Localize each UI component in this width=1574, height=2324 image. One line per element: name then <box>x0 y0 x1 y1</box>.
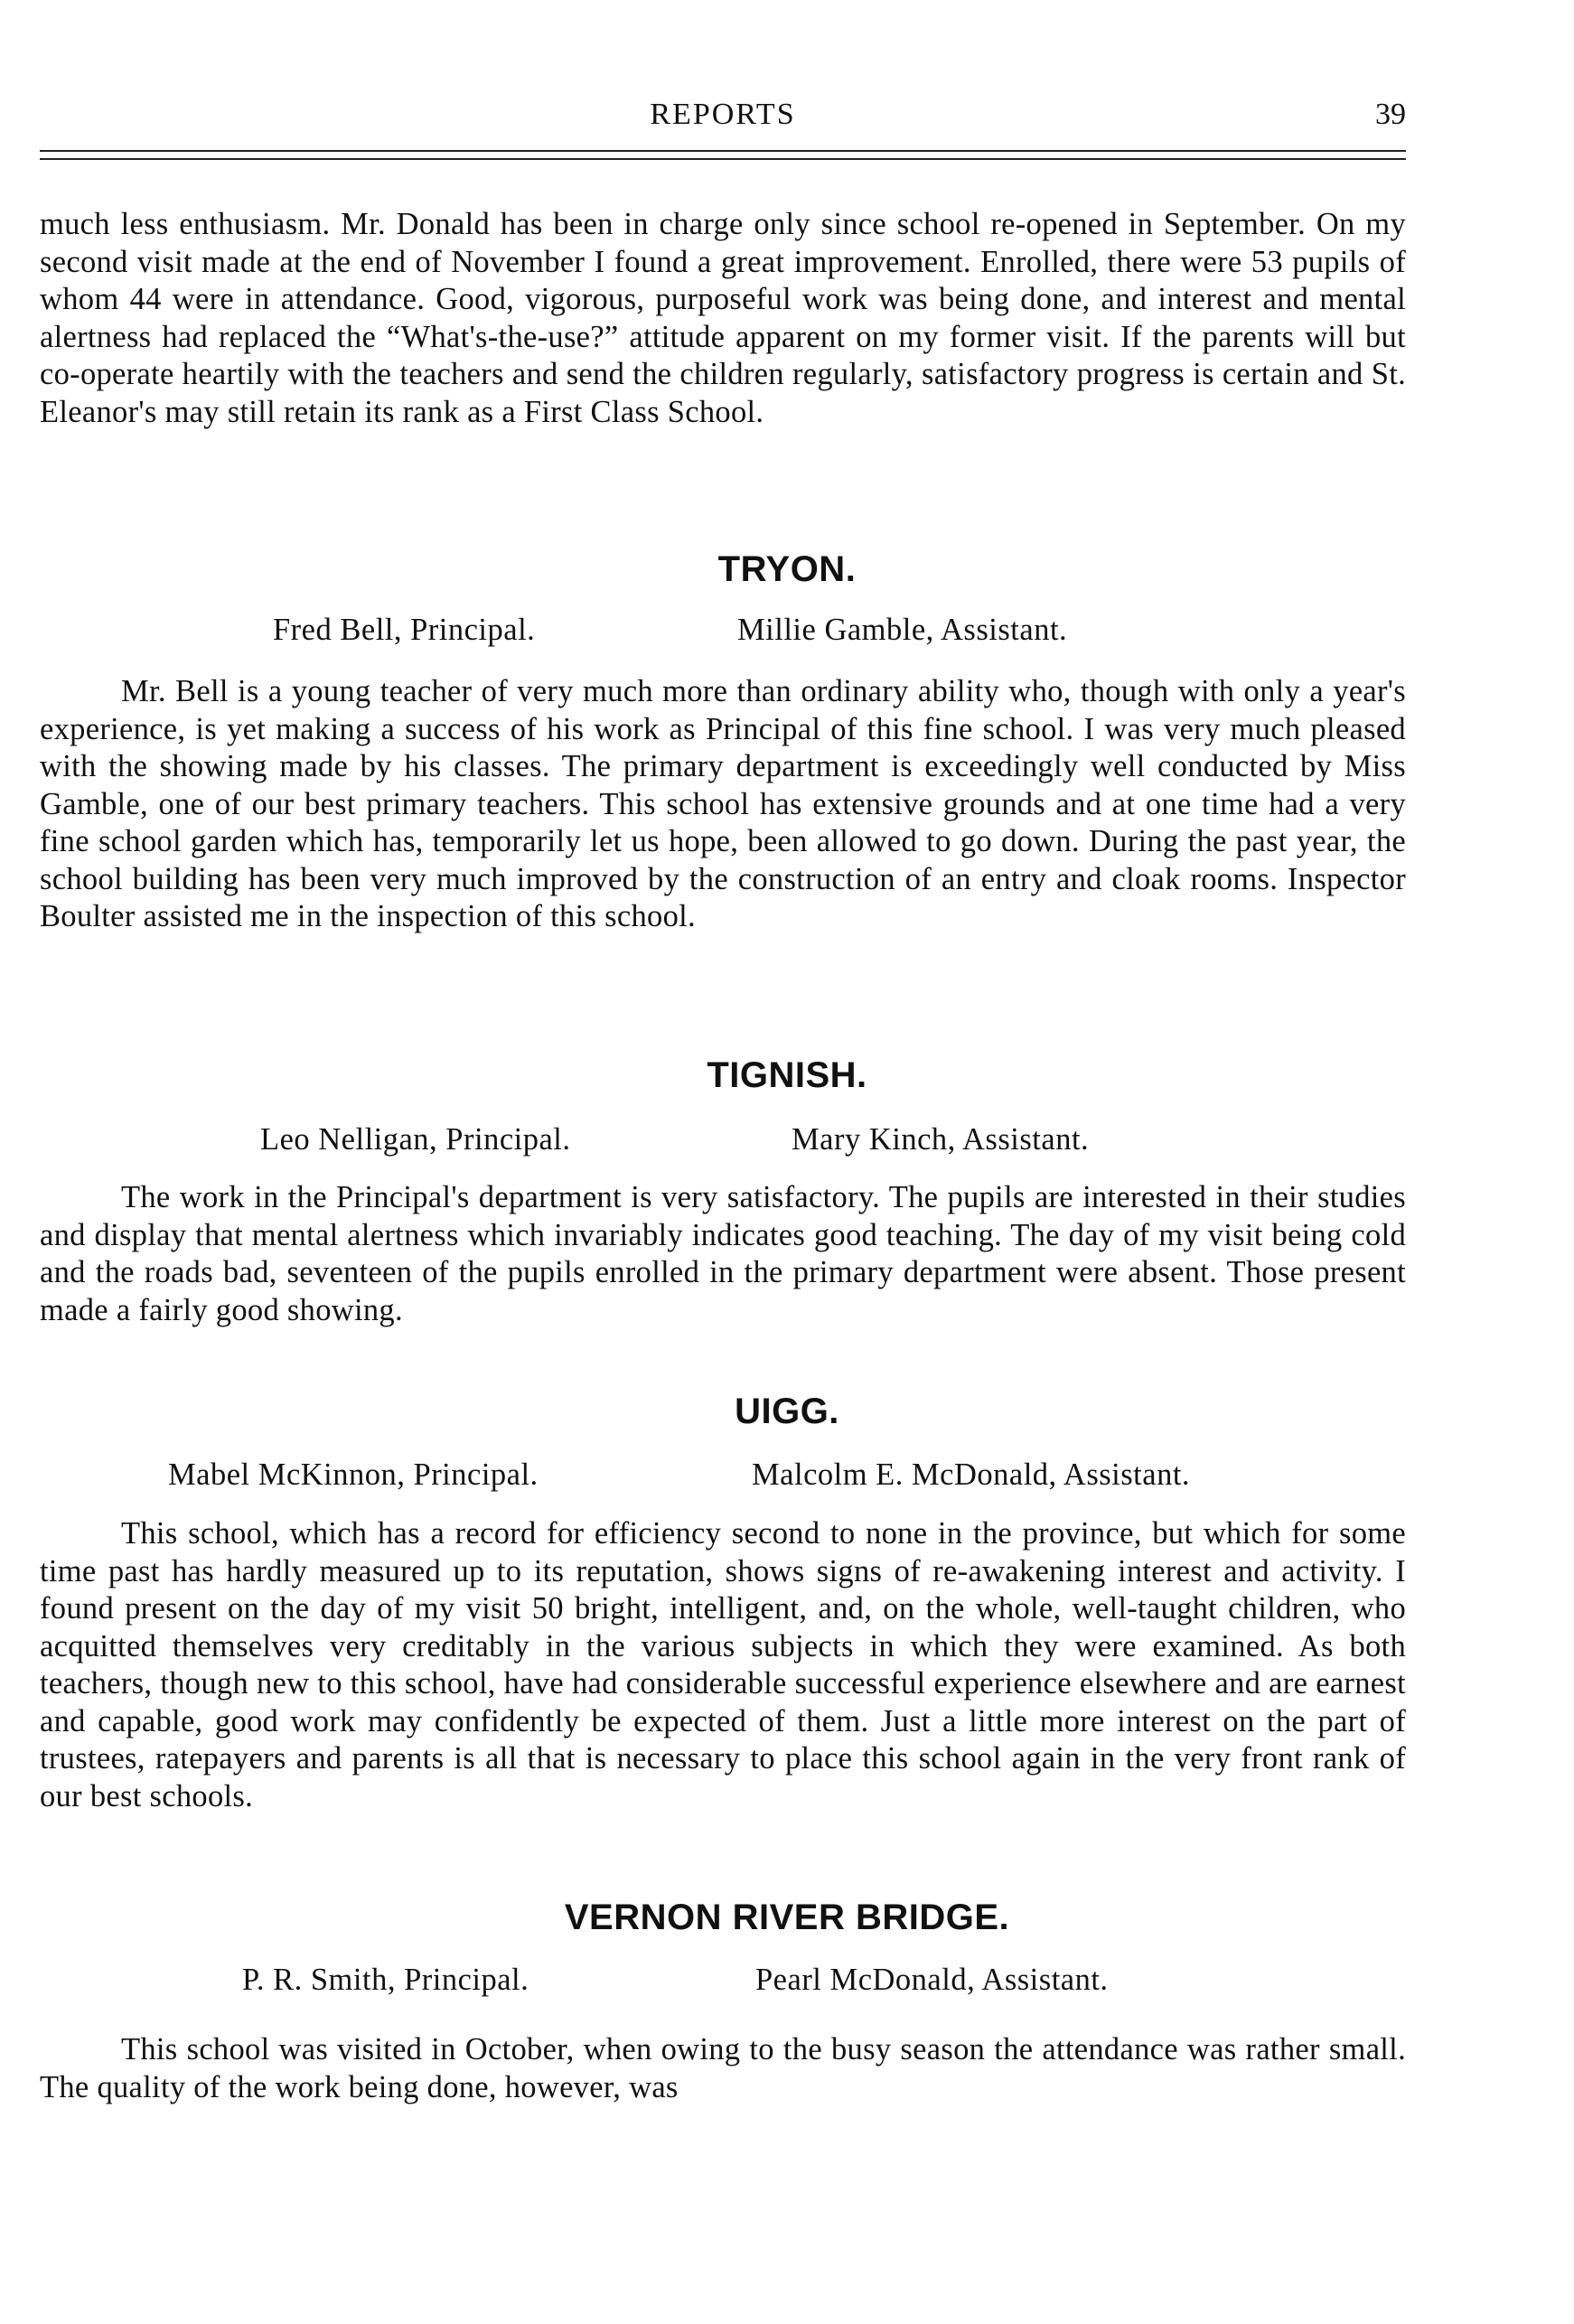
tryon-block <box>40 673 1406 936</box>
uigg-assistant: Malcolm E. McDonald, Assistant. <box>752 1457 1191 1492</box>
vernon-principal: P. R. Smith, Principal. <box>242 1963 529 1997</box>
header-rule-top <box>40 150 1406 152</box>
tryon-principal: Fred Bell, Principal. <box>273 613 536 647</box>
section-heading-tignish: TIGNISH. <box>707 1055 867 1095</box>
tryon-paragraph: Mr. Bell is a young teacher of very much more than ordinary ability who, though with only a year's experience, is yet making a success of his work as Principal of this fine school. I was very much pleased with the showing made by his classes. The primary department is exceedingly well conducted by Miss Gamble, one of our best primary teachers. This school has extensive grounds and at one time had a very fine school garden which has, temporarily let us hope, been allowed to go down. During the past year, the school building has been very much improved by the construction of an entry and cloak rooms. Inspector Boulter assisted me in the inspection of this school. <box>40 674 1406 933</box>
running-header <box>40 94 1406 139</box>
vernon-block <box>40 2031 1406 2106</box>
intro-block <box>40 206 1406 431</box>
section-heading-uigg: UIGG. <box>735 1392 839 1431</box>
tignish-principal: Leo Nelligan, Principal. <box>260 1122 571 1157</box>
uigg-principal: Mabel McKinnon, Principal. <box>168 1457 539 1492</box>
uigg-block <box>40 1515 1406 1815</box>
tignish-assistant: Mary Kinch, Assistant. <box>792 1122 1090 1157</box>
header-rule-bottom <box>40 158 1406 160</box>
section-heading-vernon-river-bridge: VERNON RIVER BRIDGE. <box>564 1898 1010 1937</box>
vernon-assistant: Pearl McDonald, Assistant. <box>755 1963 1109 1997</box>
running-title: REPORTS <box>650 98 796 131</box>
vernon-paragraph: This school was visited in October, when owing to the busy season the attendance was rather small. The quality of the work being done, however, was <box>40 2032 1406 2104</box>
tignish-block <box>40 1179 1406 1329</box>
tignish-paragraph: The work in the Principal's department is very satisfactory. The pupils are interested in their studies and display that mental alertness which invariably indicates good teaching. The day of my visit being cold and the roads bad, seventeen of the pupils enrolled in the primary department were absent. Those present made a fairly good showing. <box>40 1180 1406 1327</box>
intro-paragraph: much less enthusiasm. Mr. Donald has been in charge only since school re-opened in September. On my second visit made at the end of November I found a great improvement. Enrolled, there were 53 pupils of whom 44 were in attendance. Good, vigorous, purposeful work was being done, and interest and mental alertness had replaced the “What's-the-use?” attitude apparent on my former visit. If the parents will but co-operate heartily with the teachers and send the children regularly, satisfactory progress is certain and St. Eleanor's may still retain its rank as a First Class School. <box>40 207 1406 429</box>
uigg-paragraph: This school, which has a record for efficiency second to none in the province, but which for some time past has hardly measured up to its reputation, shows signs of re-awakening interest and activity. I found present on the day of my visit 50 bright, intelligent, and, on the whole, well-taught children, who acquitted themselves very creditably in the various subjects in which they were examined. As both teachers, though new to this school, have had considerable successful experience elsewhere and are earnest and capable, good work may confidently be expected of them. Just a little more interest on the part of trustees, ratepayers and parents is all that is necessary to place this school again in the very front rank of our best schools. <box>40 1516 1406 1813</box>
section-heading-tryon: TRYON. <box>717 549 857 589</box>
page-number: 39 <box>1375 98 1406 131</box>
tryon-assistant: Millie Gamble, Assistant. <box>737 613 1068 647</box>
